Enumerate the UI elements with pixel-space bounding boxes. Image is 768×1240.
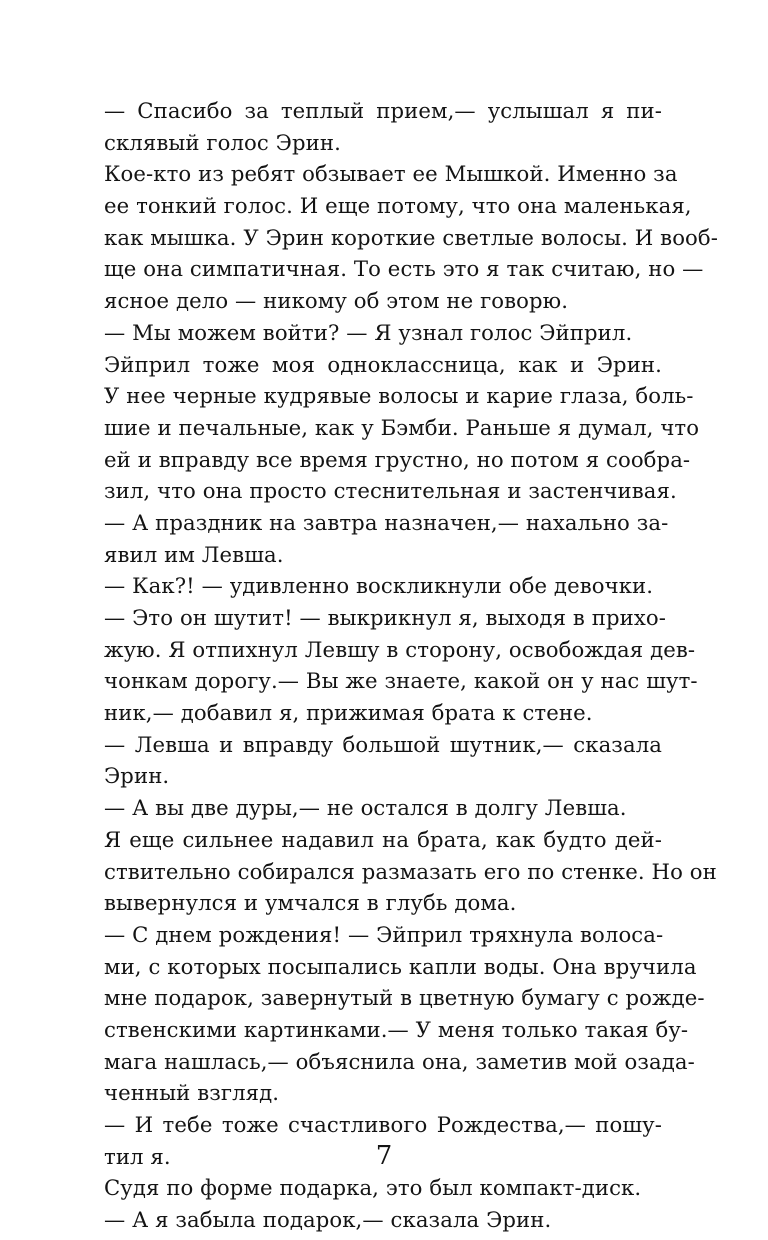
text-line: Я еще сильнее надавил на брата, как будто дей- (104, 826, 662, 852)
text-line: — А праздник на завтра назначен,— нахально за- (104, 509, 669, 535)
text-line: — Мы можем войти? — Я узнал голос Эйприл. (104, 319, 633, 345)
text-line: — А я забыла подарок,— сказала Эрин. (104, 1207, 552, 1233)
text-line: шие и печальные, как у Бэмби. Раньше я думал, что (104, 414, 700, 440)
text-line: ее тонкий голос. И еще потому, что она маленькая, (104, 193, 692, 219)
paragraph (104, 602, 698, 729)
text-line: ник,— добавил я, прижимая брата к стене. (104, 700, 593, 726)
text-line: жую. Я отпихнул Левшу в сторону, освобождая дев- (104, 636, 696, 662)
text-line: зил, что она просто стеснительная и застенчивая. (104, 478, 677, 504)
text-line: мага нашлась,— объяснила она, заметив мой озада- (104, 1048, 695, 1074)
text-line: Эйприл тоже моя одноклассница, как и Эрин. (104, 351, 662, 377)
paragraph (104, 1204, 662, 1236)
paragraph (104, 824, 717, 919)
text-line: Судя по форме подарка, это был компакт-диск. (104, 1175, 642, 1201)
paragraph (104, 95, 662, 158)
text-line: чонкам дорогу.— Вы же знаете, какой он у нас шут- (104, 668, 698, 694)
text-line: — И тебе тоже счастливого Рождества,— пошу- (104, 1112, 662, 1137)
paragraph (104, 919, 705, 1109)
text-line: — Это он шутит! — выкрикнул я, выходя в прихо- (104, 605, 667, 630)
paragraph (104, 349, 700, 507)
text-line: — Левша и вправду большой шутник,— сказала (104, 731, 662, 757)
text-line: — С днем рождения! — Эйприл тряхнула волоса- (104, 921, 664, 947)
text-line: Кое-кто из ребят обзывает ее Мышкой. Именно за (104, 161, 678, 187)
text-line: склявый голос Эрин. (104, 129, 341, 155)
paragraph (104, 507, 669, 570)
text-line: — А вы две дуры,— не остался в долгу Левша. (104, 795, 627, 821)
text-line: ствительно собирался размазать его по стенке. Но он (104, 858, 717, 884)
text-line: как мышка. У Эрин короткие светлые волосы. И вооб- (104, 224, 719, 250)
paragraph (104, 1172, 662, 1204)
paragraph (104, 317, 662, 349)
text-line: ственскими картинками.— У меня только такая бу- (104, 1016, 689, 1042)
paragraph (104, 570, 662, 602)
page-body (104, 95, 719, 1236)
text-line: ясное дело — никому об этом не говорю. (104, 288, 569, 314)
text-line: ще она симпатичная. То есть это я так считаю, но — (104, 256, 704, 282)
text-line: вывернулся и умчался в глубь дома. (104, 890, 517, 916)
text-line: У нее черные кудрявые волосы и карие глаза, боль- (104, 383, 694, 409)
text-line: мне подарок, завернутый в цветную бумагу с рожде- (104, 985, 705, 1011)
text-line: ей и вправду все время грустно, но потом я сообра- (104, 446, 691, 472)
text-line: Эрин. (104, 763, 170, 789)
text-line: ми, с которых посыпались капли воды. Она вручила (104, 953, 697, 979)
paragraph (104, 729, 662, 792)
paragraph (104, 792, 662, 824)
text-line: — Спасибо за теплый прием,— услышал я пи- (104, 98, 662, 123)
paragraph (104, 158, 719, 316)
page-number: 7 (375, 1141, 393, 1171)
text-line: — Как?! — удивленно воскликнули обе девочки. (104, 573, 654, 599)
text-line: явил им Левша. (104, 541, 284, 567)
text-line: тил я. (104, 1143, 171, 1169)
text-line: ченный взгляд. (104, 1080, 280, 1106)
